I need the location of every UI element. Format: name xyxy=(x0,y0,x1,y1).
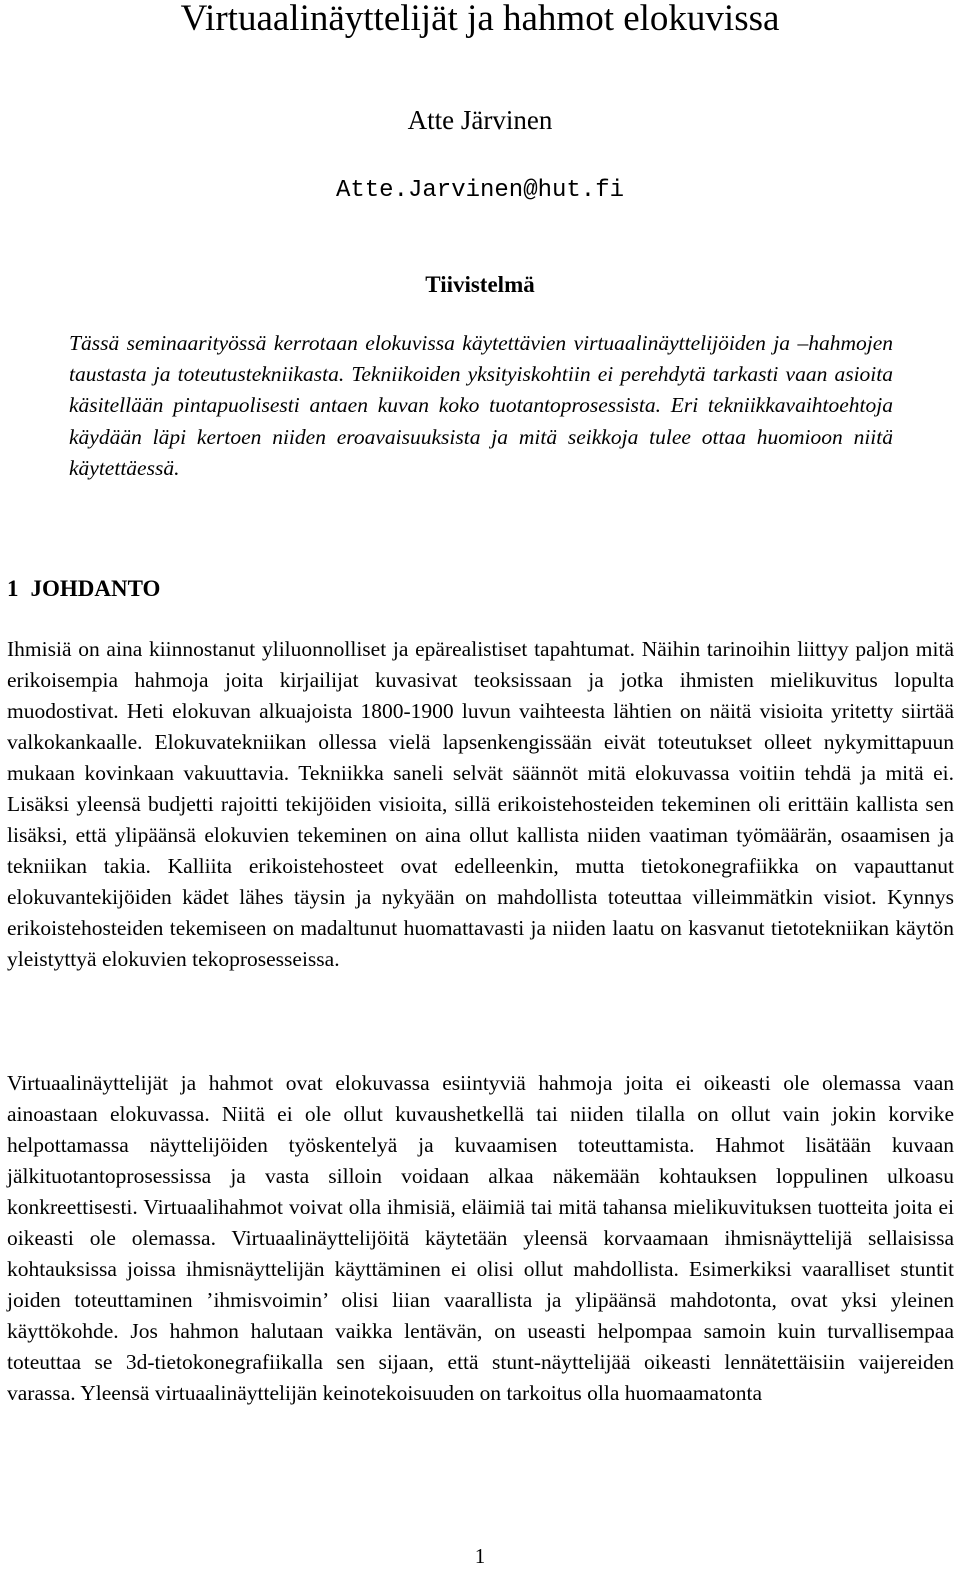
author-name: Atte Järvinen xyxy=(407,105,553,135)
body-paragraph-2: Virtuaalinäyttelijät ja hahmot ovat elokuvassa esiintyviä hahmoja joita ei oikeasti ole olemassa vaan ainoastaan elokuvassa. Niitä ei ole ollut kuvaushetkellä tai niiden tilalla on ollut vain jokin korvike helpottamassa näyttelijöiden työskentelyä ja kuvaamisen toteuttamista. Hahmot lisätään kuvaan jälkituotantoprosessissa ja vasta silloin voidaan alkaa näkemään kohtauksen loppulinen ulkoasu konkreettisesti. Virtuaalihahmot voivat olla ihmisiä, eläimiä tai mitä tahansa mielikuvituksen tuotteita joita ei oikeasti ole olemassa. Virtuaalinäyttelijöitä käytetään yleensä korvaamaan ihmisnäyttelijä sellaisissa kohtauksissa joissa ihmisnäyttelijän käyttäminen ei olisi ollut mahdollista. Esimerkiksi vaaralliset stuntit joiden toteuttaminen ’ihmisvoimin’ olisi liian vaarallista ja ylipäänsä mahdotonta, ovat yksi yleinen käyttökohde. Jos hahmon halutaan vaikka lentävän, on useasti helpompaa samoin kuin turvallisempaa toteuttaa se 3d-tietokonegrafiikalla sen sijaan, että stunt-näyttelijää oikeasti lennätettäisiin vaijereiden varassa. Yleensä virtuaalinäyttelijän keinotekoisuuden on tarkoitus olla huomaamatonta xyxy=(7,1071,954,1405)
section-title: JOHDANTO xyxy=(30,576,161,601)
section-heading xyxy=(7,574,160,604)
abstract-heading: Tiivistelmä xyxy=(425,272,535,297)
body-paragraph-1: Ihmisiä on aina kiinnostanut yliluonnolliset ja epärealistiset tapahtumat. Näihin tarinoihin liittyy paljon mitä erikoisempia hahmoja joita kirjailijat kuvasivat teoksissaan ja jotka ihmisten mielikuvitus lopulta muodostivat. Heti elokuvan alkuajoista 1800-1900 luvun vaihteesta lähtien on näitä visioita yritetty siirtää valkokankaalle. Elokuvatekniikan ollessa vielä lapsenkengissään eivät toteutukset olleet nykymittapuun mukaan kovinkaan vakuuttavia. Tekniikka saneli selvät säännöt mitä elokuvassa voitiin tehdä ja mitä ei. Lisäksi yleensä budjetti rajoitti tekijöiden visioita, sillä erikoistehosteiden tekeminen oli erittäin kallista sen lisäksi, että ylipäänsä elokuvien tekeminen on aina ollut kallista niiden vaatiman työmäärän, osaamisen ja tekniikan takia. Kalliita erikoistehosteet ovat edelleenkin, mutta tietokonegrafiikka on vapauttanut elokuvantekijöiden kädet lähes täysin ja nykyään on mahdollista toteuttaa villeimmätkin visiot. Kynnys erikoistehosteiden tekemiseen on madaltunut huomattavasti ja niiden laatu on kasvanut tietotekniikan käytön yleistyttyä elokuvien tekoprosesseissa. xyxy=(7,637,954,971)
paper-title: Virtuaalinäyttelijät ja hahmot elokuvissa xyxy=(180,0,780,39)
section-number: 1 xyxy=(7,576,19,601)
abstract-text: Tässä seminaarityössä kerrotaan elokuvissa käytettävien virtuaalinäyttelijöiden ja –hahmojen taustasta ja toteutustekniikasta. Tekniikoiden yksityiskohtiin ei perehdytä tarkasti vaan asioita käsitellään pintapuolisesti antaen kuvan koko tuotantoprosessista. Eri tekniikkavaihtoehtoja käydään läpi kertoen niiden eroavaisuuksista ja mitä seikkoja tulee ottaa huomioon niitä käytettäessä. xyxy=(69,331,893,480)
author-email: Atte.Jarvinen@hut.fi xyxy=(335,177,625,204)
page-number: 1 xyxy=(474,1544,486,1568)
